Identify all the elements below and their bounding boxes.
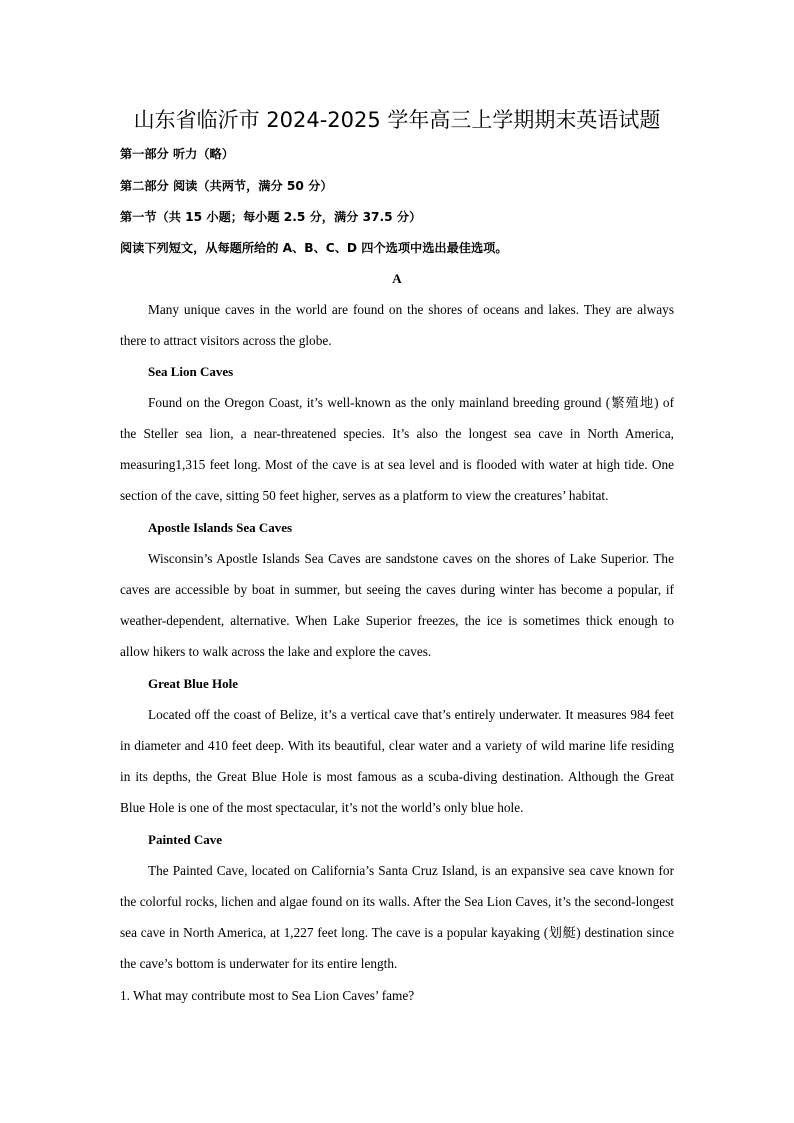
page-title: 山东省临沂市 2024-2025 学年高三上学期期末英语试题 xyxy=(133,108,661,132)
section-listening: 第一部分 听力（略） xyxy=(120,147,234,161)
section-reading: 第二部分 阅读（共两节，满分 50 分） xyxy=(120,179,333,193)
cave-paragraph: The Painted Cave, located on California’s Santa Cruz Island, is an expansive sea cave known for the colorful rocks, lichen and algae found on its walls. After the Sea Lion Caves, it’s the second-longest sea cave in North America, at 1,227 feet long. The cave is a popular kayaking (划艇) destination since the cave’s bottom is underwater for its entire length. xyxy=(120,863,674,971)
question-1: 1. What may contribute most to Sea Lion Caves’ fame? xyxy=(120,988,415,1003)
cave-paragraph: Wisconsin’s Apostle Islands Sea Caves are sandstone caves on the shores of Lake Superior. The caves are accessible by boat in summer, but seeing the caves during winter has become a popular, if weather-dependent, alternative. When Lake Superior freezes, the ice is sometimes thick enough to allow hikers to walk across the lake and explore the caves. xyxy=(120,551,674,659)
cave-paragraph: Located off the coast of Belize, it’s a vertical cave that’s entirely underwater. It measures 984 feet in diameter and 410 feet deep. With its beautiful, clear water and a variety of wild marine life residing in its depths, the Great Blue Hole is most famous as a scuba-diving destination. Although the Great Blue Hole is one of the most spectacular, it’s not the world’s only blue hole. xyxy=(120,707,674,815)
part-one-heading: 第一节（共 15 小题；每小题 2.5 分，满分 37.5 分） xyxy=(120,210,422,224)
cave-heading: Sea Lion Caves xyxy=(148,364,234,379)
instruction-text: 阅读下列短文，从每题所给的 A、B、C、D 四个选项中选出最佳选项。 xyxy=(120,241,508,255)
cave-heading: Painted Cave xyxy=(148,832,223,847)
cave-heading: Apostle Islands Sea Caves xyxy=(148,520,293,535)
intro-paragraph: Many unique caves in the world are found on the shores of oceans and lakes. They are always there to attract visitors across the globe. xyxy=(120,302,674,348)
passage-label: A xyxy=(392,271,402,286)
cave-paragraph: Found on the Oregon Coast, it’s well-known as the only mainland breeding ground (繁殖地) of the Steller sea lion, a near-threatened species. It’s also the longest sea cave in North America, measuring1,315 feet long. Most of the cave is at sea level and is flooded with water at high tide. One section of the cave, sitting 50 feet higher, serves as a platform to view the creatures’ habitat. xyxy=(120,395,674,503)
cave-heading: Great Blue Hole xyxy=(148,676,239,691)
